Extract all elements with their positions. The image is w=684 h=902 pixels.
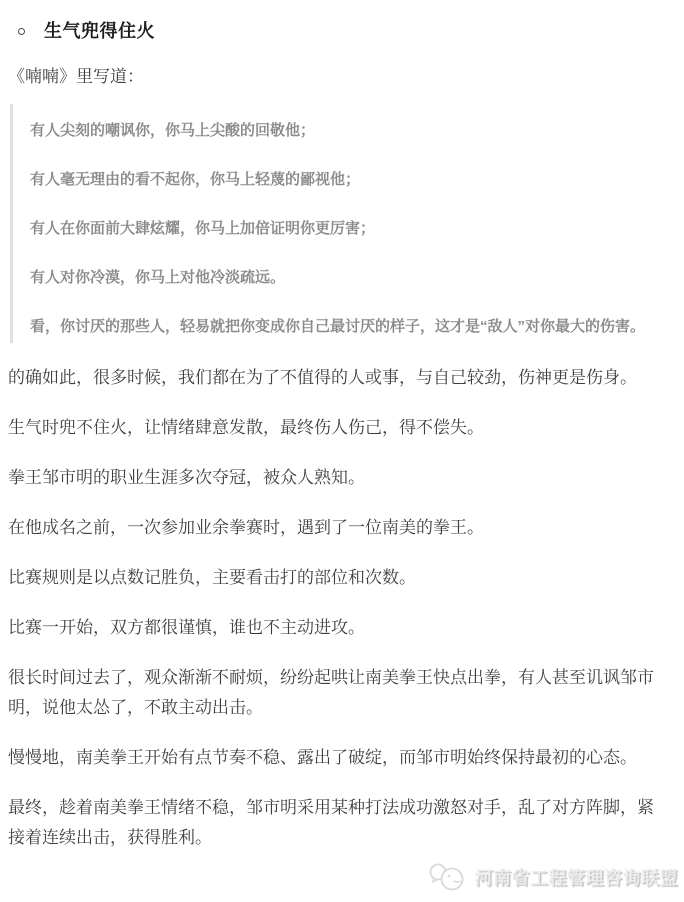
body-paragraph: 很长时间过去了，观众渐渐不耐烦，纷纷起哄让南美拳王快点出拳，有人甚至讥讽邹市明，说他太怂了，不敢主动出击。 bbox=[8, 668, 654, 717]
watermark-text: 河南省工程管理咨询联盟 bbox=[474, 868, 678, 888]
quote-block bbox=[10, 104, 655, 343]
quote-paragraph: 有人对你冷漠，你马上对他冷淡疏远。 bbox=[30, 269, 286, 286]
section-heading: 生气兜得住火 bbox=[44, 21, 155, 41]
body-paragraph: 的确如此，很多时候，我们都在为了不值得的人或事，与自己较劲，伤神更是伤身。 bbox=[8, 368, 637, 387]
section-heading-row bbox=[18, 18, 655, 44]
quote-paragraph: 有人尖刻的嘲讽你，你马上尖酸的回敬他； bbox=[30, 122, 316, 139]
body-paragraph: 最终，趁着南美拳王情绪不稳，邹市明采用某种打法成功激怒对手，乱了对方阵脚，紧接着连续出击，获得胜利。 bbox=[8, 798, 654, 847]
body-paragraph: 在他成名之前，一次参加业余拳赛时，遇到了一位南美的拳王。 bbox=[8, 518, 484, 537]
body-paragraph: 生气时兜不住火，让情绪肆意发散，最终伤人伤己，得不偿失。 bbox=[8, 418, 484, 437]
chat-bubbles-logo-icon bbox=[427, 862, 467, 892]
body-paragraph: 拳王邹市明的职业生涯多次夺冠，被众人熟知。 bbox=[8, 468, 365, 487]
body-paragraph: 比赛一开始，双方都很谨慎，谁也不主动进攻。 bbox=[8, 618, 365, 637]
watermark bbox=[427, 862, 679, 892]
body-paragraph: 比赛规则是以点数记胜负，主要看击打的部位和次数。 bbox=[8, 568, 416, 587]
quote-intro-line: 《喃喃》里写道： bbox=[8, 67, 144, 86]
quote-paragraph: 有人毫无理由的看不起你，你马上轻蔑的鄙视他； bbox=[30, 171, 361, 188]
list-bullet-circle-icon bbox=[18, 28, 25, 35]
body-paragraph: 慢慢地，南美拳王开始有点节奏不稳、露出了破绽，而邹市明始终保持最初的心态。 bbox=[8, 748, 637, 767]
article-body bbox=[8, 363, 655, 853]
quote-paragraph: 有人在你面前大肆炫耀，你马上加倍证明你更厉害； bbox=[30, 220, 376, 237]
quote-paragraph: 看，你讨厌的那些人，轻易就把你变成你自己最讨厌的样子，这才是“敌人”对你最大的伤害。 bbox=[30, 318, 646, 335]
